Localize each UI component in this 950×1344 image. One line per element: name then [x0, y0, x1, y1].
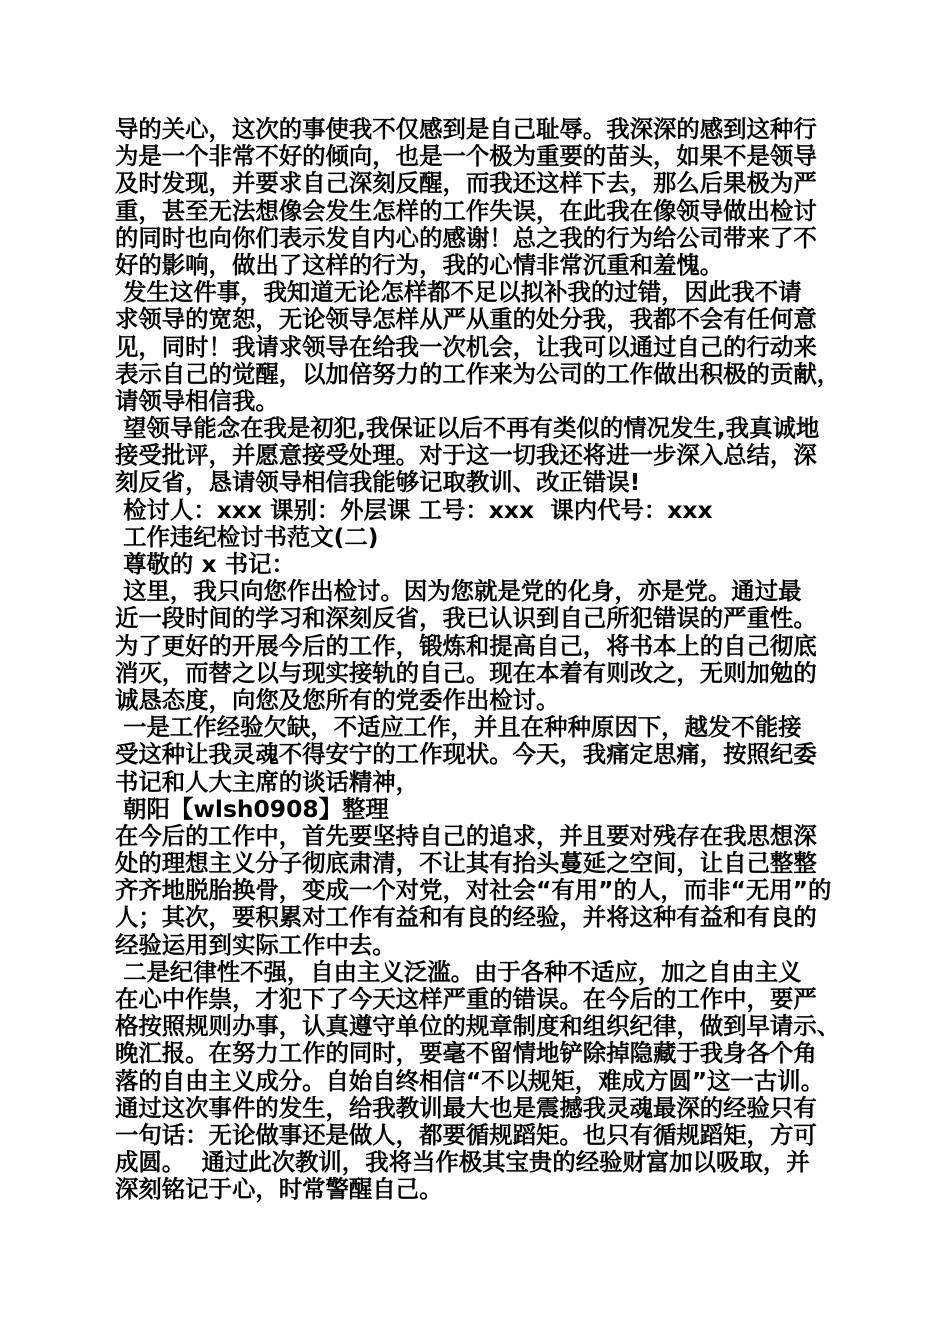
text-line: 近一段时间的学习和深刻反省，我已认识到自己所犯错误的严重性。 [115, 604, 817, 633]
text-line: 这里，我只向您作出检讨。因为您就是党的化身，亦是党。通过最 [115, 577, 802, 606]
text-line: 见，同时！我请求领导在给我一次机会，让我可以通过自己的行动来 [115, 332, 817, 361]
text-line: 落的自由主义成分。自始自终相信“不以规矩，难成方圆”这一古训。 [115, 1066, 825, 1095]
text-line: 一是工作经验欠缺，不适应工作，并且在种种原因下，越发不能接 [115, 713, 802, 742]
text-line: 为了更好的开展今后的工作，锻炼和提高自己，将书本上的自己彻底 [115, 631, 817, 660]
text-line: 表示自己的觉醒，以加倍努力的工作来为公司的工作做出积极的贡献， [115, 359, 841, 388]
text-line: 人；其次，要积累对工作有益和有良的经验，并将这种有益和有良的 [115, 903, 817, 932]
text-line: 发生这件事，我知道无论怎样都不足以拟补我的过错，因此我不请 [115, 278, 802, 307]
text-line: 格按照规则办事，认真遵守单位的规章制度和组织纪律，做到早请示、 [115, 1012, 841, 1041]
text-line: 处的理想主义分子彻底肃清，不让其有抬头蔓延之空间，让自己整整 [115, 849, 817, 878]
text-line: 导的关心，这次的事使我不仅感到是自己耻辱。我深深的感到这种行 [115, 115, 817, 143]
text-line: 为是一个非常不好的倾向，也是一个极为重要的苗头，如果不是领导 [115, 142, 817, 171]
text-line: 在心中作祟，才犯下了今天这样严重的错误。在今后的工作中，要严 [115, 985, 817, 1013]
text-line: 诚恳态度，向您及您所有的党委作出检讨。 [115, 685, 560, 714]
text-line: 书记和人大主席的谈话精神， [115, 767, 420, 796]
text-line: 的同时也向你们表示发自内心的感谢！总之我的行为给公司带来了不 [115, 223, 817, 252]
text-line: 求领导的宽恕，无论领导怎样从严从重的处分我，我都不会有任何意 [115, 305, 817, 334]
document-page [115, 116, 840, 1204]
text-line: 及时发现，并要求自己深刻反醒，而我还这样下去，那么后果极为严 [115, 169, 817, 198]
text-line: 一句话：无论做事还是做人，都要循规蹈矩。也只有循规蹈矩，方可 [115, 1120, 817, 1149]
text-line: 接受批评，并愿意接受处理。对于这一切我还将进一步深入总结，深 [115, 441, 817, 470]
text-line: 在今后的工作中，首先要坚持自己的追求，并且要对残存在我思想深 [115, 821, 817, 850]
text-line: 受这种让我灵魂不得安宁的工作现状。今天，我痛定思痛，按照纪委 [115, 740, 817, 769]
text-line: 晚汇报。在努力工作的同时，要毫不留情地铲除掉隐藏于我身各个角 [115, 1039, 817, 1068]
text-line: 经验运用到实际工作中去。 [115, 930, 396, 959]
text-line: 成圆。 通过此次教训，我将当作极其宝贵的经验财富加以吸取，并 [115, 1148, 810, 1177]
text-line: 望领导能念在我是初犯,我保证以后不再有类似的情况发生,我真诚地 [115, 414, 820, 443]
text-line: 请领导相信我。 [115, 386, 279, 415]
text-line: 齐齐地脱胎换骨，变成一个对党，对社会“有用”的人，而非“无用”的 [115, 876, 832, 905]
text-line: 刻反省，恳请领导相信我能够记取教训、改正错误! [115, 468, 641, 497]
text-line: 通过这次事件的发生，给我教训最大也是震撼我灵魂最深的经验只有 [115, 1093, 817, 1122]
signature-line: 检讨人：xxx 课别：外层课 工号：xxx 课内代号：xxx [115, 495, 713, 524]
text-line: 消灭，而替之以与现实接轨的自己。现在本着有则改之，无则加勉的 [115, 658, 817, 687]
text-line: 深刻铭记于心，时常警醒自己。 [115, 1175, 443, 1204]
organizer-line: 朝阳【wlsh0908】整理 [115, 794, 389, 823]
text-line: 重，甚至无法想像会发生怎样的工作失误，在此我在像领导做出检讨 [115, 196, 817, 225]
salutation: 尊敬的 x 书记： [115, 550, 295, 578]
text-line: 二是纪律性不强，自由主义泛滥。由于各种不适应，加之自由主义 [115, 957, 802, 986]
text-line: 好的影响，做出了这样的行为，我的心情非常沉重和羞愧。 [115, 250, 724, 279]
section-title: 工作违纪检讨书范文(二) [115, 522, 379, 551]
